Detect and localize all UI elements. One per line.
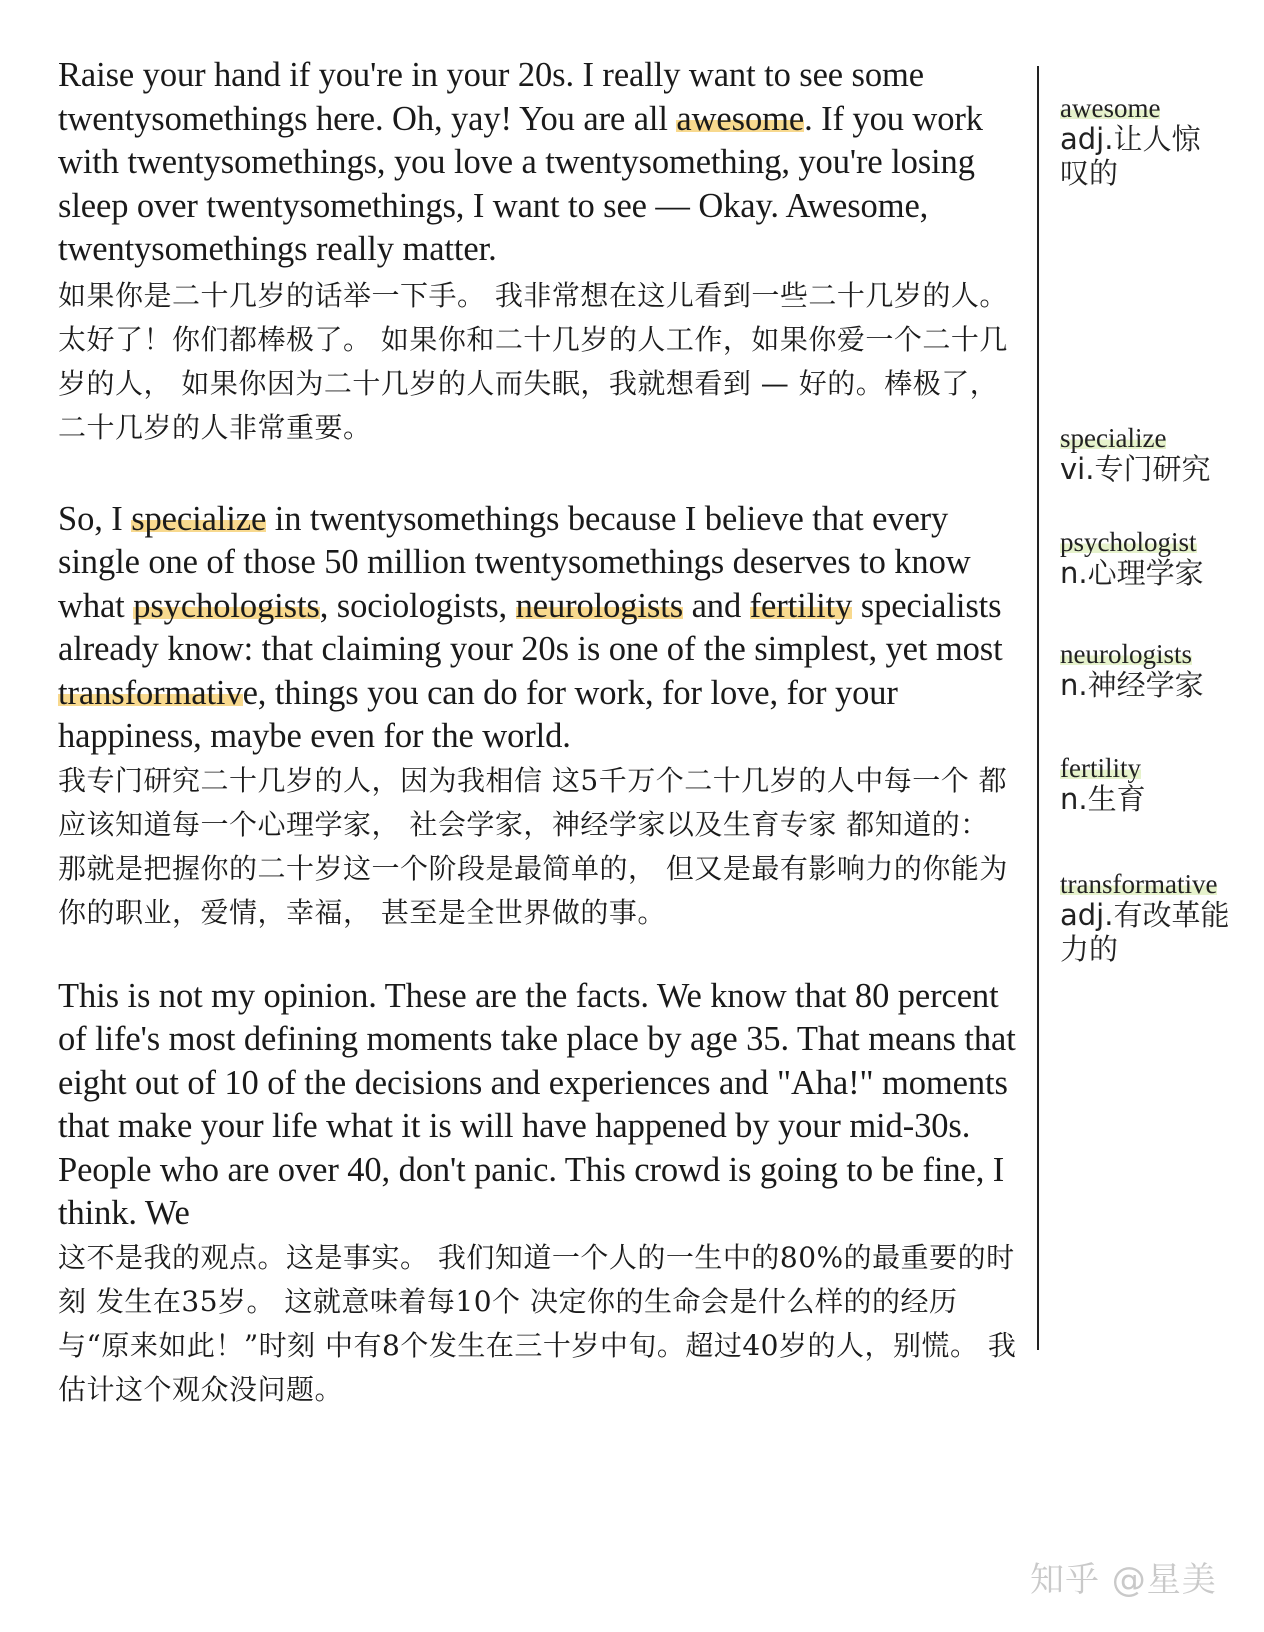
chinese-translation: 我专门研究二十几岁的人，因为我相信 这5千万个二十几岁的人中每一个 都应该知道每一个心理学家， 社会学家，神经学家以及生育专家 都知道的： 那就是把握你的二十岁这一个阶段是最简单的， 但又是最有影响力的你能为 你的职业，爱情，幸福， 甚至是全世界做的事。 (58, 763, 1008, 929)
note-psychologist (1060, 528, 1260, 590)
note-awesome (1060, 94, 1260, 190)
note-word: fertility (1060, 753, 1141, 783)
note-definition: adj.有改革能力的 (1060, 898, 1230, 966)
note-definition: n.生育 (1060, 782, 1146, 816)
note-definition: n.神经学家 (1060, 668, 1204, 702)
english-text: So, I specialize in twentysomethings because I believe that every single one of those 50 million twentysomethings deserves to know what psychologists, sociologists, neurologists and fertility specialists already know: that claiming your 20s is one of the simplest, yet most transformative, things you can do for work, for love, for your happiness, maybe even for the world. (58, 499, 1003, 755)
note-word: psychologist (1060, 527, 1197, 557)
english-text: This is not my opinion. These are the facts. We know that 80 percent of life's most defining moments take place by age 35. That means that eight out of 10 of the decisions and experiences and "Aha!" moments that make your life what it is will have happened by your mid-30s. People who are over 40, don't panic. This crowd is going to be fine, I think. We (58, 976, 1016, 1232)
highlight-psychologists: psychologists (133, 586, 320, 625)
margin-divider (1037, 66, 1039, 1350)
highlight-awesome: awesome (676, 99, 805, 138)
note-word: neurologists (1060, 639, 1192, 669)
paragraph-2 (58, 498, 1026, 935)
english-text: Raise your hand if you're in your 20s. I really want to see some twentysomethings here. Oh, yay! You are all awesome. If you work with twentysomethings, you love a twentysomething, you're losing sleep over twentysomethings, I want to see — Okay. Awesome, twentysomethings really matter. (58, 56, 983, 268)
note-word: transformative (1060, 869, 1218, 899)
watermark: 知乎 @星美 (1030, 1560, 1217, 1600)
note-word: awesome (1060, 93, 1161, 123)
note-fertility (1060, 754, 1260, 816)
highlight-specialize: specialize (131, 499, 267, 538)
paragraph-1 (58, 54, 1026, 450)
chinese-translation: 如果你是二十几岁的话举一下手。 我非常想在这儿看到一些二十几岁的人。 太好了！你们都棒极了。 如果你和二十几岁的人工作，如果你爱一个二十几岁的人， 如果你因为二十几岁的人而失眠，我就想看到 — 好的。棒极了，二十几岁的人非常重要。 (58, 278, 1008, 444)
note-word: specialize (1060, 423, 1167, 453)
note-definition: n.心理学家 (1060, 556, 1204, 590)
highlight-neurologists: neurologists (515, 586, 684, 625)
note-definition: adj.让人惊叹的 (1060, 122, 1201, 190)
note-neurologists (1060, 640, 1260, 702)
paragraph-3 (58, 975, 1026, 1412)
transcript (58, 54, 1026, 1412)
highlight-transformative: transformativ (58, 673, 243, 712)
note-transformative (1060, 870, 1260, 966)
note-definition: vi.专门研究 (1060, 452, 1211, 486)
chinese-translation: 这不是我的观点。这是事实。 我们知道一个人的一生中的80%的最重要的时刻 发生在35岁。 这就意味着每10个 决定你的生命会是什么样的的经历与“原来如此！”时刻 中有8个发生在三十岁中旬。超过40岁的人，别慌。 我估计这个观众没问题。 (58, 1240, 1017, 1406)
highlight-fertility: fertility (749, 586, 853, 625)
note-specialize (1060, 424, 1260, 486)
